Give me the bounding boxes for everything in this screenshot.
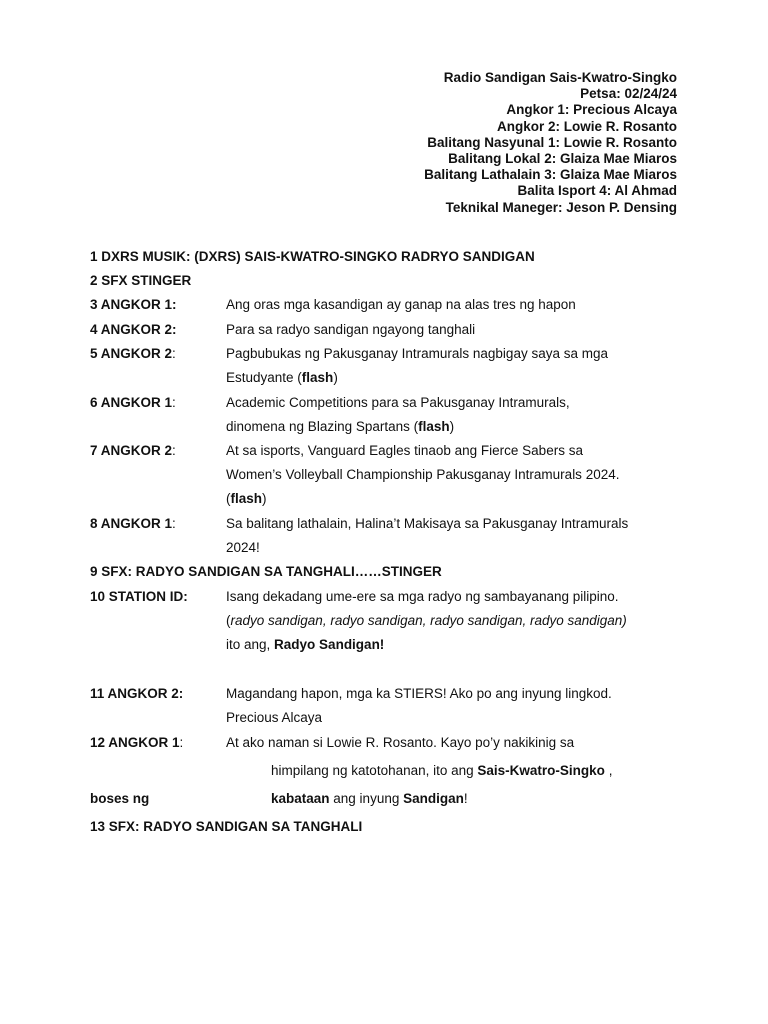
text-part: dinomena ng Blazing Spartans ( — [226, 419, 419, 434]
script-text-6a: Academic Competitions para sa Pakusganay Intramurals, — [226, 395, 570, 410]
label-colon: : — [172, 516, 176, 531]
script-text-7a: At sa isports, Vanguard Eagles tinaob ang Fierce Sabers sa — [226, 443, 583, 458]
script-line-13: 13 SFX: RADYO SANDIGAN SA TANGHALI — [90, 819, 363, 834]
text-part: Estudyante ( — [226, 370, 302, 385]
script-text-3: Ang oras mga kasandigan ay ganap na alas tres ng hapon — [226, 297, 576, 312]
script-text-10a: Isang dekadang ume-ere sa mga radyo ng sambayanang pilipino. — [226, 589, 619, 604]
script-line-1: 1 DXRS MUSIK: (DXRS) SAIS-KWATRO-SINGKO RADRYO SANDIGAN — [90, 249, 535, 264]
script-text-8b: 2024! — [226, 540, 260, 555]
script-text-4: Para sa radyo sandigan ngayong tanghali — [226, 322, 476, 337]
station-id-chant: radyo sandigan, radyo sandigan, radyo sandigan, radyo sandigan) — [230, 613, 627, 628]
script-label-12 — [90, 735, 183, 750]
flash-marker: flash — [301, 370, 334, 385]
header-technical-manager: Teknikal Maneger: Jeson P. Densing — [445, 199, 677, 215]
script-text-12b — [271, 763, 612, 778]
text-part: ang inyung — [329, 791, 404, 806]
header-feature-news: Balitang Lathalain 3: Glaiza Mae Miaros — [424, 167, 677, 183]
script-text-8a: Sa balitang lathalain, Halina’t Makisaya sa Pakusganay Intramurals — [226, 516, 629, 531]
text-part: ( — [226, 613, 231, 628]
script-text-12c — [271, 791, 468, 806]
script-line-2: 2 SFX STINGER — [90, 273, 192, 288]
label-colon: : — [172, 443, 176, 458]
script-text-7b: Women’s Volleyball Championship Pakusganay Intramurals 2024. — [226, 467, 620, 482]
script-label-8 — [90, 516, 176, 531]
text-part: ) — [449, 419, 455, 434]
script-text-11b: Precious Alcaya — [226, 710, 323, 725]
script-text-10b — [226, 613, 627, 628]
label-text: 6 ANGKOR 1 — [90, 395, 173, 410]
text-part: ( — [226, 491, 231, 506]
text-part: , — [604, 763, 613, 778]
header-anchor-2: Angkor 2: Lowie R. Rosanto — [496, 118, 677, 134]
script-text-12c-lead: boses ng — [90, 791, 150, 806]
station-name: Radyo Sandigan! — [274, 637, 385, 652]
script-label-4: 4 ANGKOR 2: — [90, 322, 177, 337]
header-block — [424, 70, 677, 216]
header-title: Radio Sandigan Sais-Kwatro-Singko — [443, 70, 677, 85]
label-colon: : — [172, 346, 176, 361]
header-anchor-1: Angkor 1: Precious Alcaya — [506, 102, 677, 118]
script-line-9: 9 SFX: RADYO SANDIGAN SA TANGHALI……STINGER — [90, 564, 442, 579]
script-text-5b — [226, 370, 338, 385]
text-bold: kabataan — [271, 791, 330, 806]
text-part: ) — [262, 491, 267, 506]
text-part: ! — [463, 791, 468, 806]
header-national-news: Balitang Nasyunal 1: Lowie R. Rosanto — [427, 134, 677, 150]
header-sports-news: Balita Isport 4: Al Ahmad — [517, 183, 677, 199]
flash-marker: flash — [418, 419, 450, 434]
script-label-11: 11 ANGKOR 2: — [90, 686, 184, 701]
script-label-7 — [90, 443, 176, 458]
station-name: Sais-Kwatro-Singko — [477, 763, 605, 778]
script-label-3: 3 ANGKOR 1: — [90, 297, 177, 312]
text-bold: Sandigan — [403, 791, 464, 806]
label-text: 5 ANGKOR 2 — [90, 346, 173, 361]
label-text: 8 ANGKOR 1 — [90, 516, 173, 531]
script-label-5 — [90, 346, 176, 361]
script-text-11a: Magandang hapon, mga ka STIERS! Ako po ang inyung lingkod. — [226, 686, 612, 701]
label-colon: : — [172, 395, 176, 410]
script-text-6b — [226, 419, 454, 434]
label-text: 7 ANGKOR 2 — [90, 443, 173, 458]
text-part: himpilang ng katotohanan, ito ang — [271, 763, 478, 778]
script-text-10c — [226, 637, 384, 652]
script-label-6 — [90, 395, 176, 410]
header-local-news: Balitang Lokal 2: Glaiza Mae Miaros — [448, 151, 677, 167]
script-text-7c — [226, 491, 267, 506]
text-part: ito ang, — [226, 637, 275, 652]
script-label-10: 10 STATION ID: — [90, 589, 188, 604]
script-text-5a: Pagbubukas ng Pakusganay Intramurals nagbigay saya sa mga — [226, 346, 608, 361]
header-date: Petsa: 02/24/24 — [580, 86, 677, 102]
flash-marker: flash — [230, 491, 263, 506]
script-text-12a: At ako naman si Lowie R. Rosanto. Kayo po’y nakikinig sa — [226, 735, 575, 750]
label-text: 12 ANGKOR 1 — [90, 735, 180, 750]
text-part: ) — [333, 370, 338, 385]
label-colon: : — [179, 735, 184, 750]
